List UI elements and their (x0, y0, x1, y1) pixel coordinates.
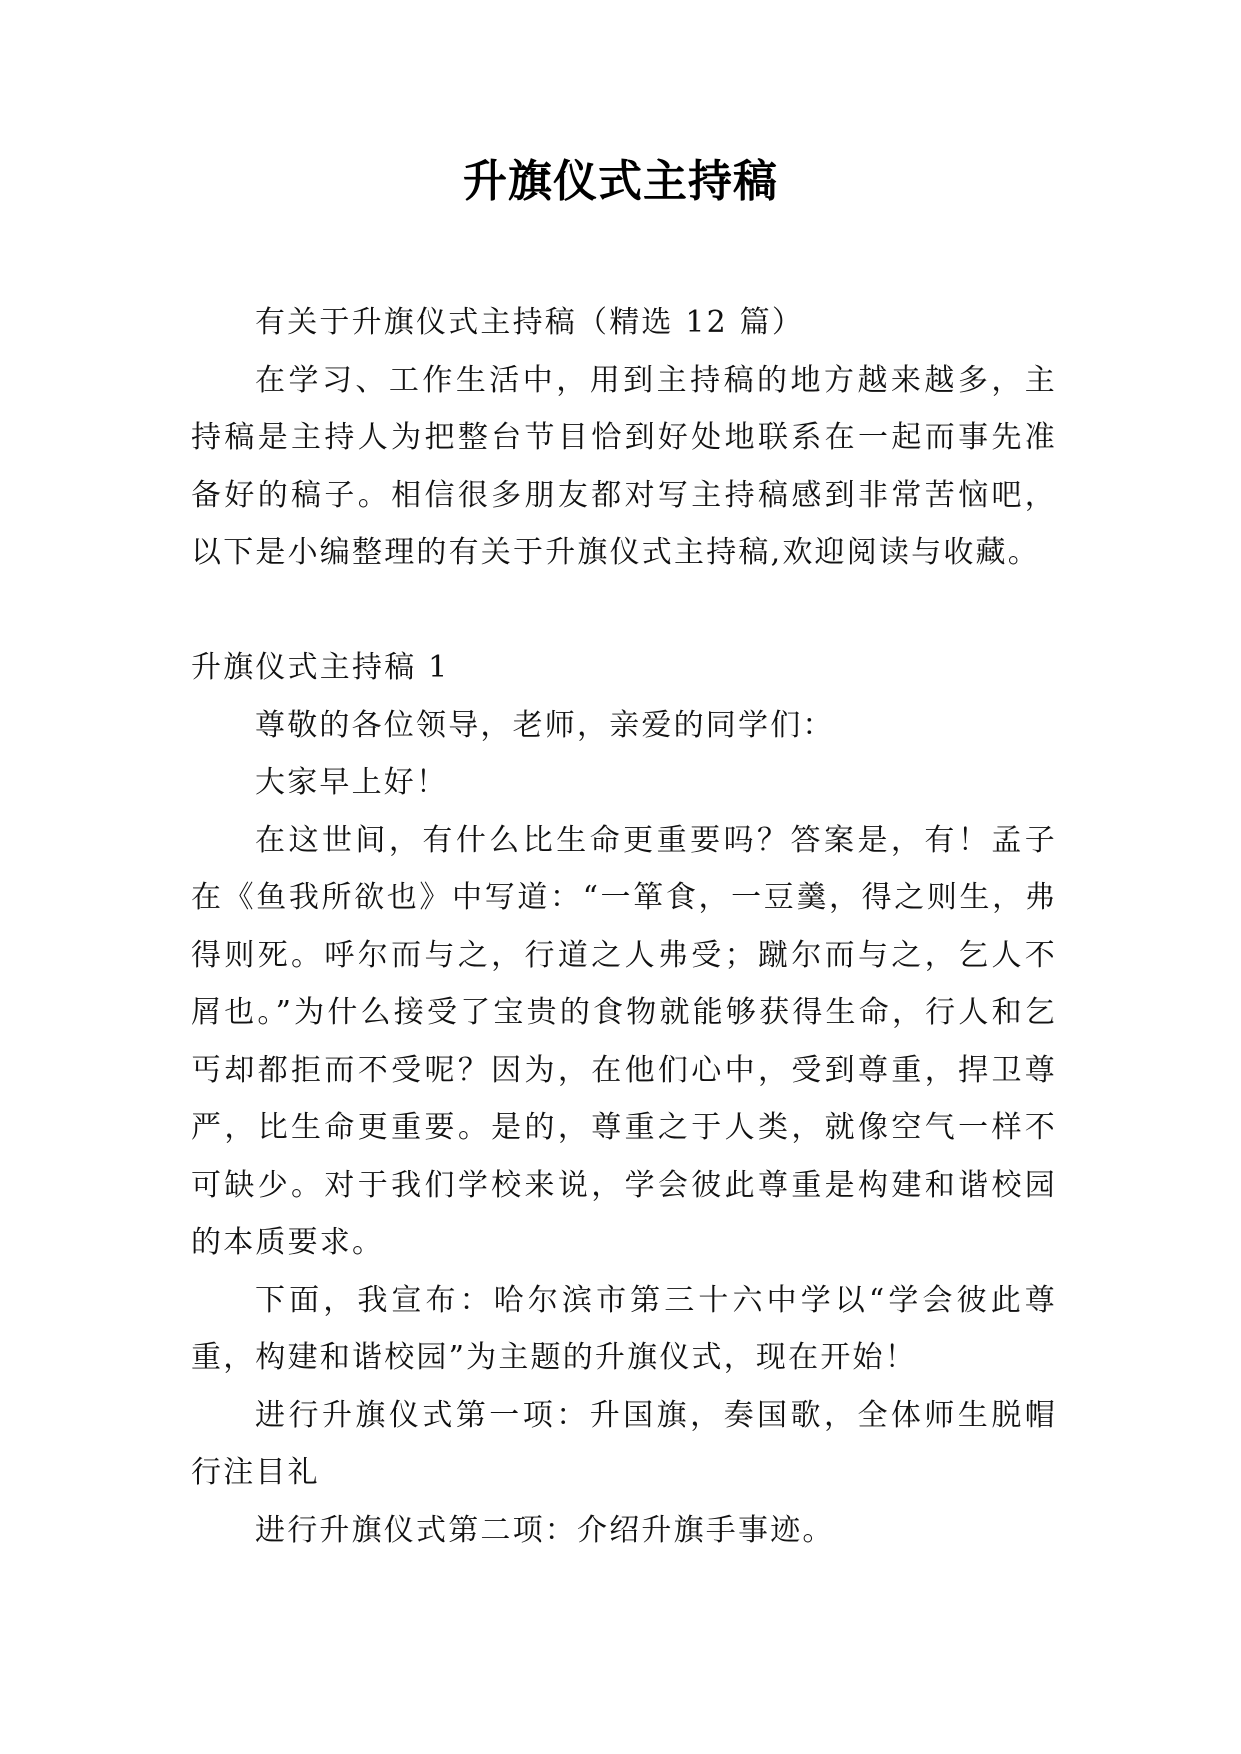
paragraph-greeting: 尊敬的各位领导，老师，亲爱的同学们： (255, 707, 835, 743)
document-title: 升旗仪式主持稿 (463, 156, 778, 207)
document-subtitle: 有关于升旗仪式主持稿（精选 12 篇） (255, 305, 805, 340)
paragraph-item-one: 进行升旗仪式第一项：升国旗，奏国歌，全体师生脱帽行注目礼 (191, 1397, 1057, 1490)
document-body (191, 294, 1057, 1559)
intro-paragraph: 在学习、工作生活中，用到主持稿的地方越来越多，主持稿是主持人为把整台节目恰到好处地联系在一起而事先准备好的稿子。相信很多朋友都对写主持稿感到非常苦恼吧，以下是小编整理的有关于升旗仪式主持稿,欢迎阅读与收藏。 (191, 362, 1057, 570)
paragraph-item-two: 进行升旗仪式第二项：介绍升旗手事迹。 (255, 1512, 835, 1548)
paragraph-mencius: 在这世间，有什么比生命更重要吗？答案是，有！孟子在《鱼我所欲也》中写道：“一箪食，一豆羹，得之则生，弗得则死。呼尔而与之，行道之人弗受；蹴尔而与之，乞人不屑也。”为什么接受了宝贵的食物就能够获得生命，行人和乞丐却都拒而不受呢？因为，在他们心中，受到尊重，捍卫尊严，比生命更重要。是的，尊重之于人类，就像空气一样不可缺少。对于我们学校来说，学会彼此尊重是构建和谐校园的本质要求。 (191, 822, 1057, 1260)
paragraph-good-morning: 大家早上好！ (255, 765, 449, 800)
paragraph-announcement: 下面，我宣布：哈尔滨市第三十六中学以“学会彼此尊重，构建和谐校园”为主题的升旗仪式，现在开始！ (191, 1282, 1057, 1375)
section-heading: 升旗仪式主持稿 1 (191, 650, 450, 685)
